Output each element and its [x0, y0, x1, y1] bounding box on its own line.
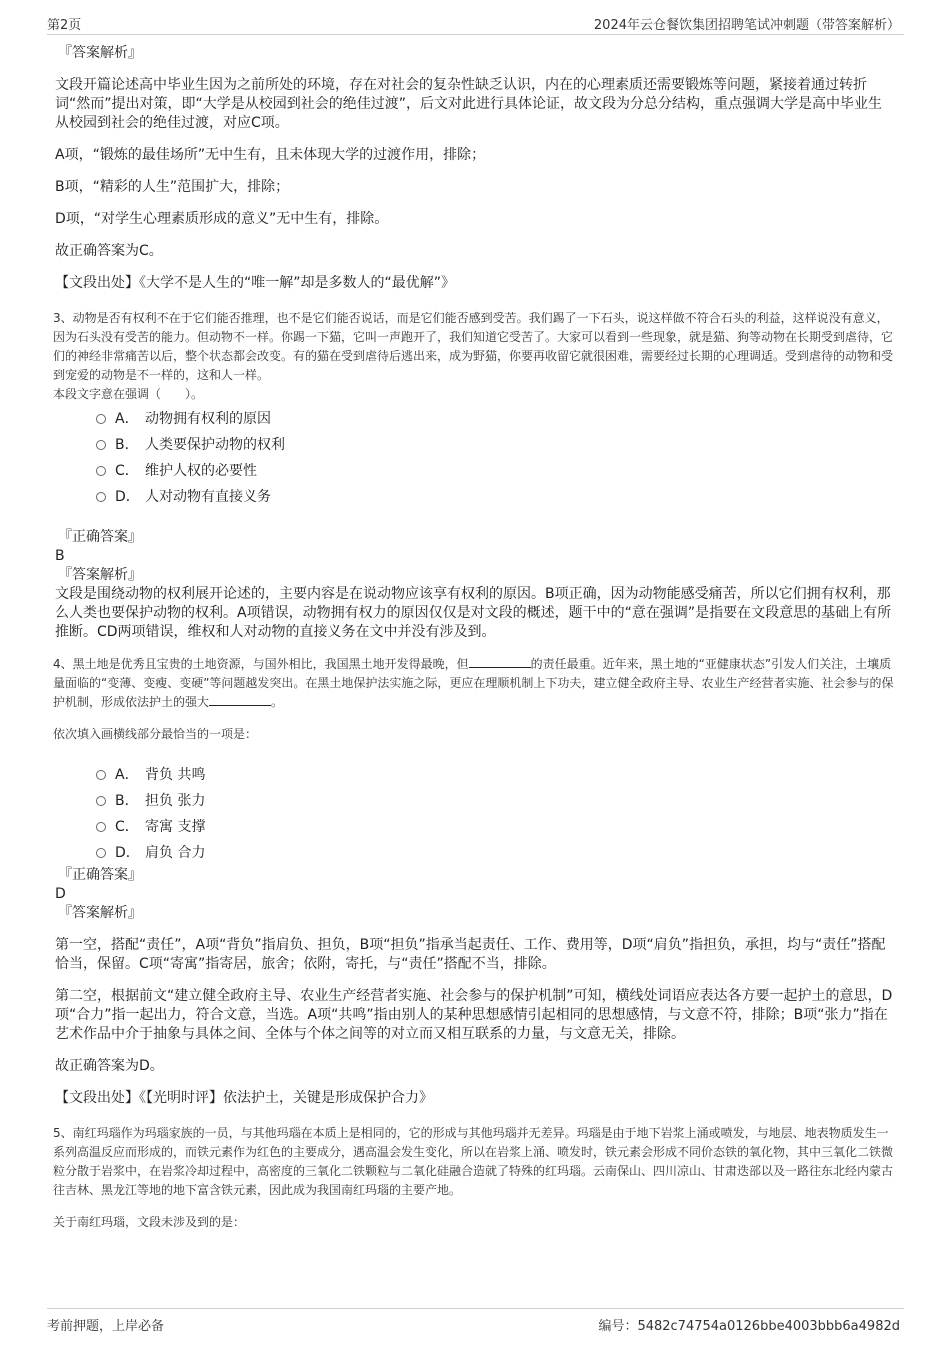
- radio-button-icon[interactable]: [96, 440, 106, 450]
- q2-option-d-analysis: D项，“对学生心理素质形成的意义”无中生有，排除。: [55, 211, 389, 227]
- option-letter: B．: [115, 793, 139, 809]
- page-footer: [47, 1308, 904, 1339]
- radio-button-icon[interactable]: [96, 466, 106, 476]
- q4-text-part1: 4、黑土地是优秀且宝贵的土地资源，与国外相比，我国黑土地开发得最晚，但: [53, 657, 469, 671]
- q4-question-text: [53, 655, 895, 712]
- q2-option-b-analysis: B项，“精彩的人生”范围扩大，排除；: [55, 179, 290, 195]
- q3-answer-label: 『正确答案』: [58, 529, 142, 545]
- q3-option-a[interactable]: [55, 406, 895, 432]
- q3-analysis: 文段是围绕动物的权利展开论述的，主要内容是在说动物应该享有权利的原因。B项正确，因为动物能感受痛苦，所以它们拥有权利，那么人类也要保护动物的权利。A项错误，动物拥有权力的原因仅仅是对文段的概述，题干中的“意在强调”是指要在文段意思的基础上有所推断。CD两项错误，维权和人对动物的直接义务在文中并没有涉及到。: [55, 586, 892, 640]
- option-letter: B．: [115, 437, 139, 453]
- fill-blank-2: [209, 693, 271, 706]
- q4-text-part2: 的责任最重。近年来，黑土地的“亚健康状态”引发人们关注，土壤质量面临的“变薄、变瘦、变硬”等问题越发突出。在黑土地保护法实施之际，更应在理顺机制上下功夫，建立健全政府主导、农业生产经营者实施、社会参与的保护机制，形成依法护土的强大: [53, 657, 894, 709]
- q3-option-b[interactable]: [55, 432, 895, 458]
- radio-button-icon[interactable]: [96, 796, 106, 806]
- q4-option-c[interactable]: [55, 814, 895, 840]
- option-text: 肩负 合力: [145, 845, 206, 861]
- q4-analysis-para1: 第一空，搭配“责任”，A项“背负”指肩负、担负，B项“担负”指承当起责任、工作、费用等，D项“肩负”指担负，承担，均与“责任”搭配恰当，保留。C项“寄寓”指寄居，旅舍；依附，寄托，与“责任”搭配不当，排除。: [55, 937, 886, 972]
- option-letter: C．: [115, 463, 139, 479]
- page-number: 第2页: [47, 18, 82, 33]
- q5-question-text: 5、南红玛瑙作为玛瑙家族的一员，与其他玛瑙在本质上是相同的，它的形成与其他玛瑙并无差异。玛瑙是由于地下岩浆上涌或喷发，与地层、地表物质发生一系列高温反应而形成的，而铁元素作为红色的主要成分，遇高温会发生变化，所以在岩浆上涌、喷发时，铁元素会形成不同价态铁的氧化物，其中三氧化二铁微粒分散于岩浆中，在岩浆冷却过程中，高密度的三氧化二铁颗粒与二氧化硅融合造就了特殊的红玛瑙。云南保山、四川凉山、甘肃迭部以及一路往东北经内蒙古往吉林、黑龙江等地的地下富含铁元素，因此成为我国南红玛瑙的主要产地。: [53, 1126, 894, 1197]
- q2-analysis-para: 文段开篇论述高中毕业生因为之前所处的环境，存在对社会的复杂性缺乏认识，内在的心理素质还需要锻炼等问题，紧接着通过转折词“然而”提出对策，即“大学是从校园到社会的绝佳过渡”，后文对此进行具体论证，故文段为分总分结构，重点强调大学是高中毕业生从校园到社会的绝佳过渡，对应C项。: [55, 77, 883, 131]
- q3-option-d[interactable]: [55, 484, 895, 510]
- q4-answer: D: [55, 886, 66, 902]
- option-letter: D．: [115, 489, 140, 505]
- footer-slogan: 考前押题，上岸必备: [47, 1319, 165, 1334]
- option-text: 维护人权的必要性: [145, 463, 257, 479]
- q4-analysis-label: 『答案解析』: [58, 905, 142, 921]
- radio-button-icon[interactable]: [96, 492, 106, 502]
- option-text: 人类要保护动物的权利: [145, 437, 285, 453]
- page-content: [55, 44, 895, 1232]
- q4-answer-label: 『正确答案』: [58, 867, 142, 883]
- q4-source: 【文段出处】《【光明时评】依法护土，关键是形成保护合力》: [55, 1090, 433, 1106]
- q3-analysis-label: 『答案解析』: [58, 567, 142, 583]
- q3-answer: B: [55, 548, 65, 564]
- q4-option-b[interactable]: [55, 788, 895, 814]
- q4-conclusion: 故正确答案为D。: [55, 1058, 164, 1074]
- document-id: 编号：5482c74754a0126bbe4003bbb6a4982d: [598, 1319, 900, 1334]
- q4-prompt: 依次填入画横线部分最恰当的一项是：: [53, 727, 258, 741]
- page-header: [47, 12, 904, 35]
- q2-option-a-analysis: A项，“锻炼的最佳场所”无中生有，且未体现大学的过渡作用，排除；: [55, 147, 486, 163]
- option-text: 担负 张力: [145, 793, 206, 809]
- q3-question-text: 3、动物是否有权利不在于它们能否推理，也不是它们能否说话，而是它们能否感到受苦。我们踢了一下石头，说这样做不符合石头的利益，这样说没有意义，因为石头没有受苦的能力。但动物不一样。你踢一下猫，它叫一声跑开了，我们知道它受苦了。大家可以看到一些现象，就是猫、狗等动物在长期受到虐待，它们的神经非常痛苦以后，整个状态都会改变。有的猫在受到虐待后逃出来，成为野猫，你要再收留它就很困难，需要经过长期的心理调适。受到虐待的动物和受到宠爱的动物是不一样的，这和人一样。: [53, 311, 894, 382]
- radio-button-icon[interactable]: [96, 414, 106, 424]
- option-text: 动物拥有权利的原因: [145, 411, 271, 427]
- document-title: 2024年云仓餐饮集团招聘笔试冲刺题（带答案解析）: [593, 18, 900, 33]
- radio-button-icon[interactable]: [96, 822, 106, 832]
- option-text: 背负 共鸣: [145, 767, 206, 783]
- q4-text-part3: 。: [271, 695, 284, 709]
- radio-button-icon[interactable]: [96, 848, 106, 858]
- q2-conclusion: 故正确答案为C。: [55, 243, 163, 259]
- radio-button-icon[interactable]: [96, 770, 106, 780]
- option-letter: A．: [115, 767, 139, 783]
- q3-prompt: 本段文字意在强调（ ）。: [53, 387, 204, 401]
- q2-analysis-label: 『答案解析』: [58, 45, 142, 61]
- option-letter: A．: [115, 411, 139, 427]
- option-letter: C．: [115, 819, 139, 835]
- q4-option-a[interactable]: [55, 762, 895, 788]
- q5-prompt: 关于南红玛瑙，文段未涉及到的是：: [53, 1215, 246, 1229]
- q2-source: 【文段出处】《大学不是人生的“唯一解”却是多数人的“最优解”》: [55, 275, 456, 291]
- option-text: 人对动物有直接义务: [145, 489, 271, 505]
- q3-option-c[interactable]: [55, 458, 895, 484]
- q4-option-d[interactable]: [55, 840, 895, 866]
- q4-options: [55, 762, 895, 866]
- fill-blank-1: [469, 655, 531, 668]
- option-text: 寄寓 支撑: [145, 819, 206, 835]
- q4-analysis-para2: 第二空，根据前文“建立健全政府主导、农业生产经营者实施、社会参与的保护机制”可知，横线处词语应表达各方要一起护土的意思，D项“合力”指一起出力，符合文意，当选。A项“共鸣”指由别人的某种思想感情引起相同的思想感情，与文意不符，排除；B项“张力”指在艺术作品中介于抽象与具体之间、全体与个体之间等的对立而又相互联系的力量，与文意无关，排除。: [55, 988, 893, 1042]
- option-letter: D．: [115, 845, 140, 861]
- q3-options: [55, 406, 895, 510]
